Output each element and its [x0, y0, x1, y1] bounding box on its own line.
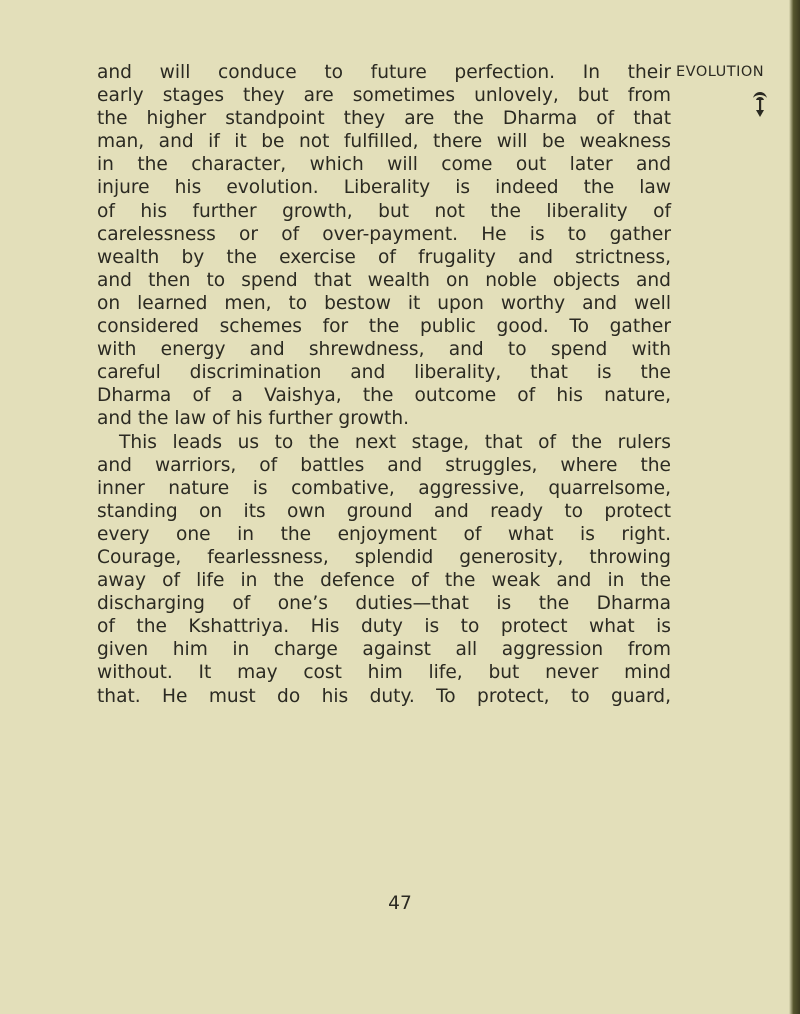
text-line: of the Kshattriya. His duty is to protect what is: [97, 616, 671, 638]
text-line: injure his evolution. Liberality is indeed the law: [97, 177, 671, 199]
text-line: Dharma of a Vaishya, the outcome of his nature,: [97, 385, 671, 407]
text-line: standing on its own ground and ready to protect: [97, 500, 671, 522]
text-line: Courage, fearlessness, splendid generosity, throwing: [97, 546, 671, 568]
text-line: in the character, which will come out later and: [97, 154, 671, 176]
text-line: and will conduce to future perfection. In their: [97, 62, 671, 83]
text-line: and the law of his further growth.: [97, 408, 410, 430]
page-edge: [789, 0, 800, 1014]
text-line: This leads us to the next stage, that of the rulers: [119, 431, 671, 453]
body-text: [97, 61, 671, 708]
text-line: inner nature is combative, aggressive, quarrelsome,: [97, 477, 671, 499]
text-line: and then to spend that wealth on noble objects and: [97, 269, 671, 291]
fleuron-icon: [751, 88, 769, 118]
text-line: considered schemes for the public good. To gather: [97, 316, 671, 338]
text-line: with energy and shrewdness, and to spend with: [97, 339, 671, 361]
text-line: and warriors, of battles and struggles, where the: [97, 454, 671, 476]
text-line: careful discrimination and liberality, that is the: [97, 362, 671, 384]
text-line: man, and if it be not fulfilled, there will be weakness: [97, 131, 671, 153]
text-line: on learned men, to bestow it upon worthy and well: [97, 292, 671, 314]
text-line: that. He must do his duty. To protect, to guard,: [97, 685, 671, 707]
text-line: wealth by the exercise of frugality and strictness,: [97, 246, 671, 268]
text-line: without. It may cost him life, but never mind: [97, 662, 671, 684]
running-sidenote: EVOLUTION: [676, 64, 765, 80]
text-line: carelessness or of over-payment. He is to gather: [97, 223, 671, 245]
page-number: 47: [388, 893, 412, 914]
text-line: early stages they are sometimes unlovely, but from: [97, 85, 671, 107]
text-line: the higher standpoint they are the Dharma of that: [97, 108, 671, 130]
text-line: of his further growth, but not the liberality of: [97, 200, 671, 222]
text-line: discharging of one’s duties—that is the Dharma: [97, 593, 671, 615]
text-line: given him in charge against all aggression from: [97, 639, 671, 661]
text-line: away of life in the defence of the weak and in the: [97, 570, 671, 592]
text-line: every one in the enjoyment of what is right.: [97, 523, 671, 545]
